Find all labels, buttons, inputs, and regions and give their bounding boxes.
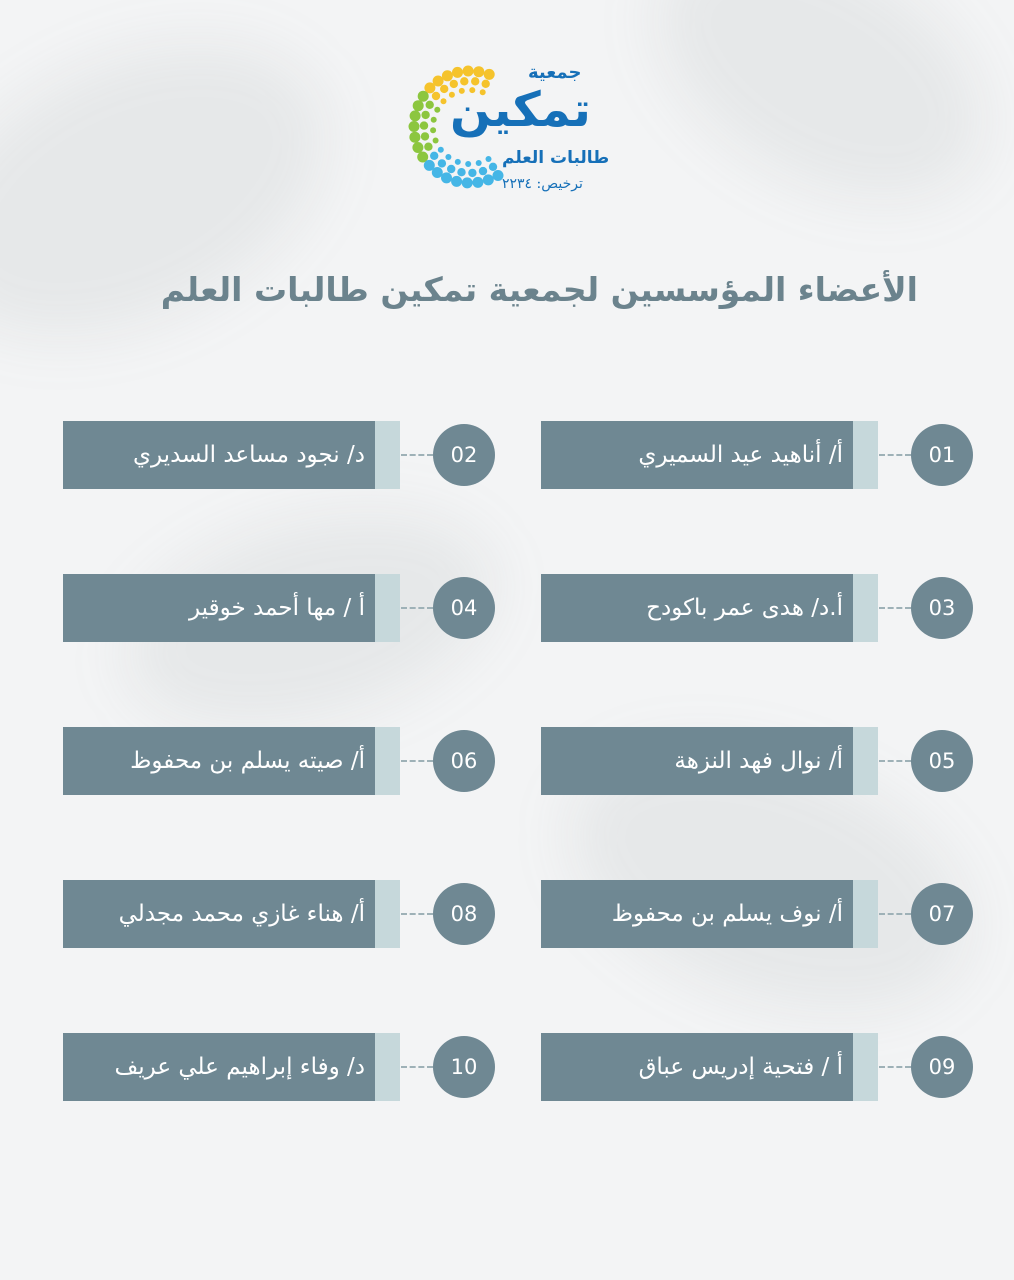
logo-dot	[486, 156, 492, 162]
member-tab	[375, 421, 400, 489]
member-number-badge: 05	[911, 730, 973, 792]
member-card-05	[541, 727, 959, 795]
page-title: الأعضاء المؤسسين لجمعية تمكين طالبات العلم	[160, 270, 918, 309]
logo-dot	[420, 121, 428, 129]
logo-dot	[447, 165, 455, 173]
member-name: أ / مها أحمد خوقير	[63, 574, 375, 642]
member-card-09	[541, 1033, 959, 1101]
member-tab	[375, 727, 400, 795]
logo-dot	[473, 66, 484, 77]
member-name: أ/ هناء غازي محمد مجدلي	[63, 880, 375, 948]
logo-dot	[484, 69, 495, 80]
member-name: أ/ صيته يسلم بن محفوظ	[63, 727, 375, 795]
member-name: أ/ نوال فهد النزهة	[541, 727, 853, 795]
member-tab	[853, 880, 878, 948]
logo-dot	[457, 168, 465, 176]
member-number-badge: 02	[433, 424, 495, 486]
member-number-badge: 08	[433, 883, 495, 945]
member-tab	[375, 1033, 400, 1101]
logo-dot	[424, 143, 432, 151]
member-tab	[853, 421, 878, 489]
logo-dot	[412, 142, 423, 153]
logo-dot	[438, 147, 444, 153]
logo-dot	[441, 98, 447, 104]
dashed-connector	[879, 913, 911, 915]
logo-dot	[409, 132, 420, 143]
logo-dot	[483, 174, 494, 185]
logo-dot	[431, 117, 437, 123]
member-name: أ / فتحية إدريس عباق	[541, 1033, 853, 1101]
logo-dot	[413, 100, 424, 111]
logo-dot	[455, 159, 461, 165]
logo-dot	[452, 67, 463, 78]
logo-dot	[409, 121, 420, 132]
logo-dot	[463, 66, 474, 77]
dashed-connector	[879, 760, 911, 762]
member-number-badge: 01	[911, 424, 973, 486]
member-tab	[375, 574, 400, 642]
dashed-connector	[879, 1066, 911, 1068]
dashed-connector	[401, 760, 433, 762]
logo-dot	[472, 177, 483, 188]
logo-license: ترخيص: ٢٢٣٤	[502, 176, 583, 192]
logo-top-word: جمعية	[528, 62, 582, 83]
member-name: د/ وفاء إبراهيم علي عريف	[63, 1033, 375, 1101]
logo-dot	[476, 160, 482, 166]
member-name: أ.د/ هدى عمر باكودح	[541, 574, 853, 642]
logo-dot	[442, 70, 453, 81]
logo-dot	[489, 163, 497, 171]
member-tab	[853, 727, 878, 795]
logo-dot	[432, 167, 443, 178]
background-shadow	[0, 0, 375, 397]
logo-dot	[421, 111, 429, 119]
member-number-badge: 06	[433, 730, 495, 792]
dashed-connector	[401, 454, 433, 456]
logo-dot	[426, 101, 434, 109]
member-name: د/ نجود مساعد السديري	[63, 421, 375, 489]
member-tab	[375, 880, 400, 948]
logo-dot	[468, 169, 476, 177]
logo-dot	[421, 132, 429, 140]
logo-dot	[465, 161, 471, 167]
logo-dot	[438, 159, 446, 167]
member-number-badge: 07	[911, 883, 973, 945]
logo-dot	[418, 91, 429, 102]
logo-dot	[410, 110, 421, 121]
logo-main-word: تمكين	[450, 82, 591, 138]
dashed-connector	[401, 1066, 433, 1068]
member-number-badge: 04	[433, 577, 495, 639]
member-name: أ/ أناهيد عيد السميري	[541, 421, 853, 489]
logo-sub-word: طالبات العلم	[502, 148, 610, 168]
logo-dot	[430, 127, 436, 133]
logo-dot	[451, 176, 462, 187]
dashed-connector	[401, 913, 433, 915]
logo-dot	[432, 92, 440, 100]
organization-logo	[398, 52, 618, 202]
member-card-06	[63, 727, 481, 795]
member-card-02	[63, 421, 481, 489]
member-card-03	[541, 574, 959, 642]
member-card-10	[63, 1033, 481, 1101]
logo-dot	[440, 85, 448, 93]
member-card-08	[63, 880, 481, 948]
logo-dot	[445, 154, 451, 160]
dashed-connector	[401, 607, 433, 609]
logo-dot	[462, 177, 473, 188]
member-name: أ/ نوف يسلم بن محفوظ	[541, 880, 853, 948]
logo-dot	[479, 167, 487, 175]
member-card-04	[63, 574, 481, 642]
logo-dot	[441, 172, 452, 183]
logo-dot	[433, 138, 439, 144]
dashed-connector	[879, 607, 911, 609]
logo-dot	[430, 152, 438, 160]
member-number-badge: 03	[911, 577, 973, 639]
member-card-07	[541, 880, 959, 948]
background-shadow	[609, 0, 1014, 255]
member-tab	[853, 574, 878, 642]
dashed-connector	[879, 454, 911, 456]
member-number-badge: 09	[911, 1036, 973, 1098]
member-tab	[853, 1033, 878, 1101]
logo-dot	[434, 107, 440, 113]
member-number-badge: 10	[433, 1036, 495, 1098]
member-card-01	[541, 421, 959, 489]
